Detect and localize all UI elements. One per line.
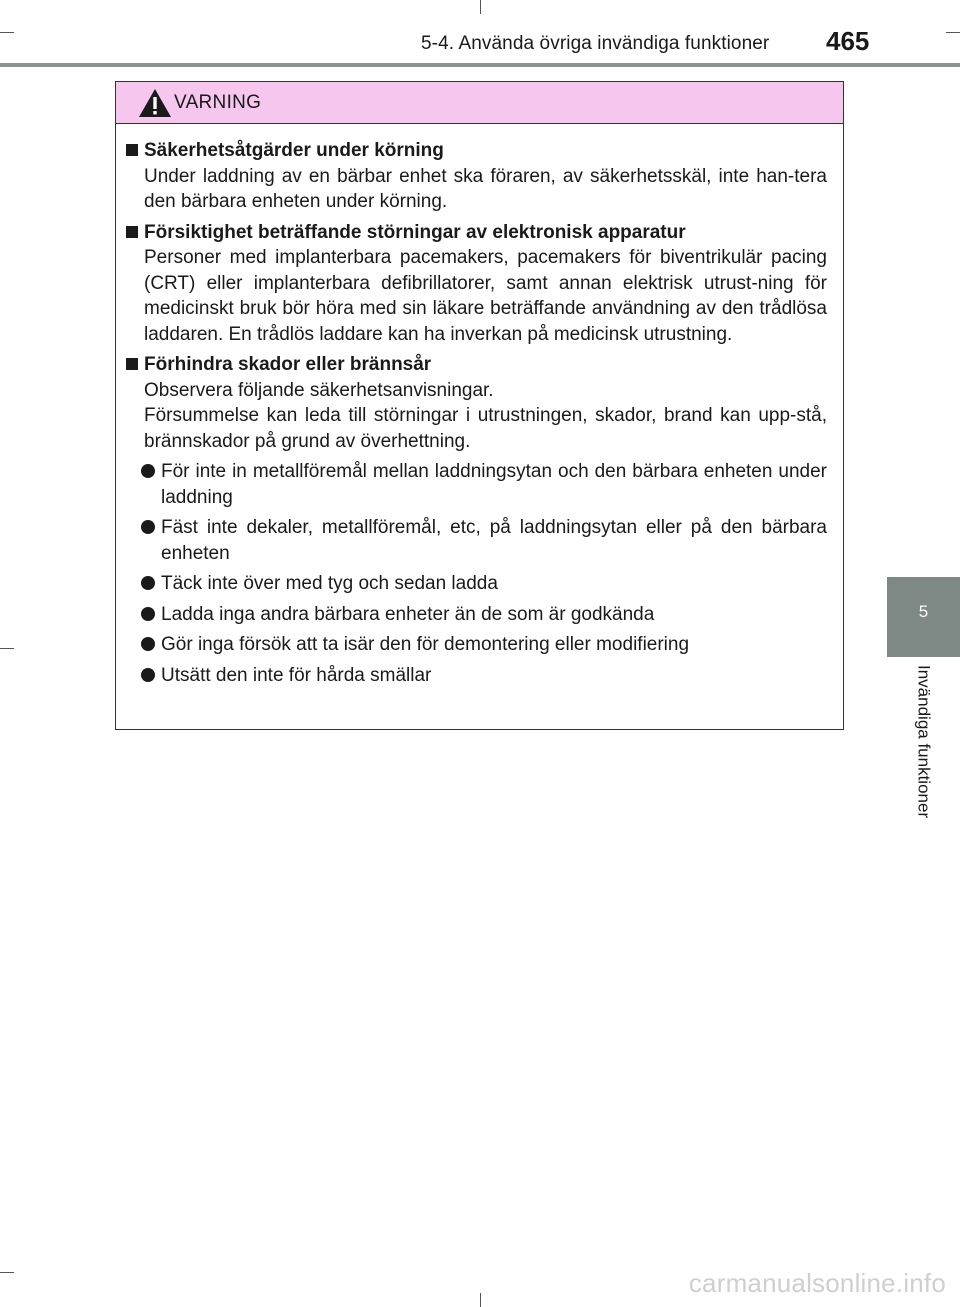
section-paragraph: Observera följande säkerhetsanvisningar. — [144, 379, 494, 401]
header-rule — [0, 63, 960, 67]
warning-title: VARNING — [174, 92, 262, 113]
section-heading-text: Säkerhetsåtgärder under körning — [144, 140, 444, 161]
bullet-item — [126, 663, 827, 689]
bullet-item — [126, 515, 827, 566]
section-heading — [126, 352, 827, 378]
section-paragraph: Under laddning av en bärbar enhet ska föraren, av säkerhetsskäl, inte han-tera den bärbara enheten under körning. — [144, 165, 827, 212]
section-heading — [126, 220, 827, 246]
section-heading — [126, 138, 827, 164]
bullet-text: Utsätt den inte för hårda smällar — [161, 664, 432, 686]
chapter-tab-number: 5 — [887, 577, 960, 657]
bullet-item — [126, 632, 827, 658]
round-bullet-icon — [141, 576, 155, 590]
bullet-item — [126, 602, 827, 628]
square-bullet-icon — [126, 226, 138, 238]
warning-section — [126, 352, 827, 688]
chapter-tab-label-text: Invändiga funktioner — [914, 665, 934, 819]
page-number: 465 — [826, 26, 870, 56]
warning-box — [115, 81, 844, 730]
bullet-item — [126, 459, 827, 510]
crop-mark — [0, 32, 14, 33]
round-bullet-icon — [141, 464, 155, 478]
bullet-text: För inte in metallföremål mellan laddningsytan och den bärbara enheten under laddning — [161, 461, 827, 508]
bullet-text: Fäst inte dekaler, metallföremål, etc, på laddningsytan eller på den bärbara enheten — [161, 517, 827, 564]
bullet-item — [126, 571, 827, 597]
crop-mark — [0, 648, 14, 649]
warning-body — [116, 124, 843, 688]
round-bullet-icon — [141, 637, 155, 651]
crop-mark — [946, 32, 960, 33]
warning-section — [126, 220, 827, 348]
chapter-tab-label — [887, 657, 960, 857]
round-bullet-icon — [141, 520, 155, 534]
round-bullet-icon — [141, 607, 155, 621]
section-paragraph: Personer med implanterbara pacemakers, pacemakers för biventrikulär pacing (CRT) eller implanterbara defibrillatorer, samt annan elektrisk utrust-ning för medicinskt bruk bör höra med sin läkare beträffande användning av den trådlösa laddaren. En trådlös laddare kan ha inverkan på medicinsk utrustning. — [144, 247, 827, 345]
section-title: 5-4. Använda övriga invändiga funktioner — [421, 33, 770, 54]
crop-mark — [480, 1293, 481, 1307]
warning-section — [126, 138, 827, 215]
bullet-text: Täck inte över med tyg och sedan ladda — [161, 573, 498, 594]
warning-triangle-icon — [138, 88, 172, 118]
section-heading-text: Försiktighet beträffande störningar av elektronisk apparatur — [144, 221, 686, 243]
square-bullet-icon — [126, 358, 138, 370]
bullet-text: Gör inga försök att ta isär den för demontering eller modifiering — [161, 634, 690, 655]
crop-mark — [0, 1272, 14, 1273]
square-bullet-icon — [126, 144, 138, 156]
round-bullet-icon — [141, 668, 155, 682]
crop-mark — [480, 0, 481, 14]
bullet-text: Ladda inga andra bärbara enheter än de som är godkända — [161, 603, 655, 625]
section-heading-text: Förhindra skador eller brännsår — [144, 354, 432, 375]
warning-header — [116, 82, 843, 124]
watermark: carmanualsonline.info — [688, 1268, 946, 1298]
section-paragraph: Försummelse kan leda till störningar i utrustningen, skador, brand kan upp-stå, brännskador på grund av överhettning. — [144, 405, 827, 452]
